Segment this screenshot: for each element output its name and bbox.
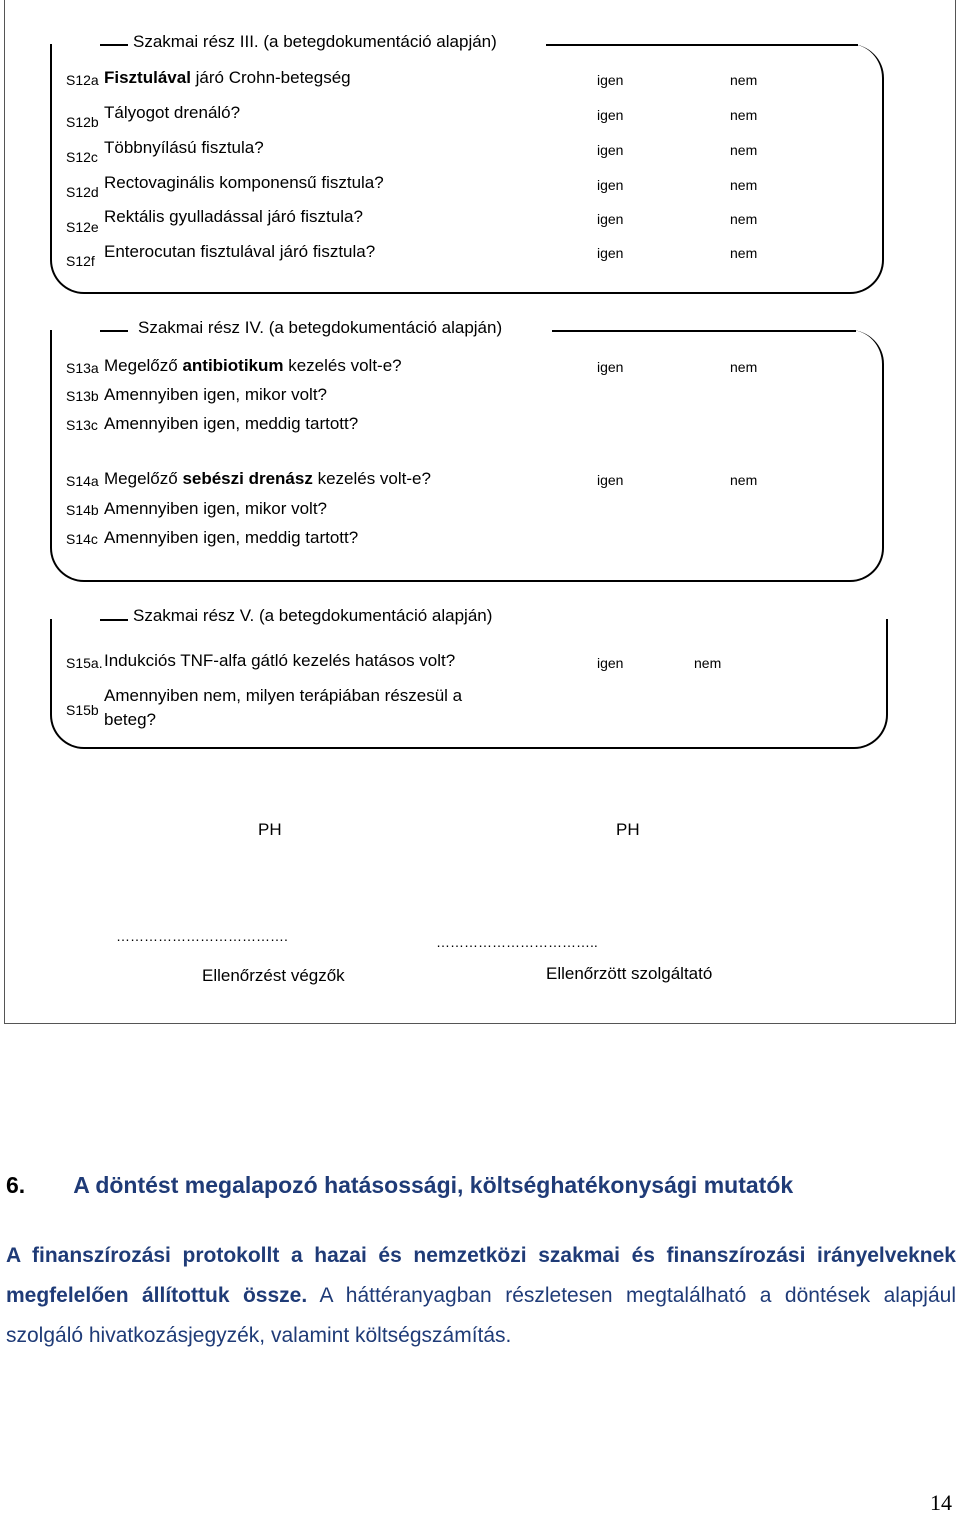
chapter-heading [6,1172,793,1199]
row-code: S14b [66,502,99,518]
row-label: Amennyiben nem, milyen terápiában részesül a [104,686,463,705]
yes-option[interactable]: igen [597,211,624,227]
no-option[interactable]: nem [730,72,758,88]
row-label: Indukciós TNF-alfa gátló kezelés hatásos volt? [104,651,456,670]
row-code: S12a [66,72,99,88]
row-label: Amennyiben igen, meddig tartott? [104,414,359,433]
yes-option[interactable]: igen [597,655,624,671]
chapter-paragraph [6,1236,956,1356]
signature-line-right: …………………………….. [436,934,598,950]
paragraph-text: A háttéranyagban részletesen megtalálható a döntések alapjául szolgáló hivatkozásjegyzék, valamint költségszámítás. [6,1284,956,1347]
stamp-label-right: PH [616,820,640,839]
row-code: S12c [66,149,98,165]
stamp-label-left: PH [258,820,282,839]
section5-title: Szakmai rész V. (a betegdokumentáció alapján) [133,606,493,625]
no-option[interactable]: nem [730,107,758,123]
chapter-title: A döntést megalapozó hatásossági, költséghatékonysági mutatók [73,1172,794,1198]
section3-title: Szakmai rész III. (a betegdokumentáció alapján) [133,32,497,51]
yes-option[interactable]: igen [597,177,624,193]
inspector-label: Ellenőrzést végzők [202,966,345,985]
row-label: Amennyiben igen, meddig tartott? [104,528,359,547]
row-code: S13a [66,360,99,376]
signature-line-left: ………………………………. [116,928,288,944]
no-option[interactable]: nem [730,142,758,158]
yes-option[interactable]: igen [597,245,624,261]
provider-label: Ellenőrzött szolgáltató [546,964,713,983]
row-code: S12e [66,219,99,235]
row-label: Amennyiben igen, mikor volt? [104,499,328,518]
page-number: 14 [930,1490,952,1515]
paragraph-bold: A finanszírozási protokollt a hazai és nemzetközi szakmai és finanszírozási irányelveknek megfelelően állítottuk össze. [6,1244,956,1307]
row-code: S12b [66,114,99,130]
section5-box [50,619,888,749]
row-label: Amennyiben igen, mikor volt? [104,385,328,404]
row-code: S13b [66,388,99,404]
row-label: Rectovaginális komponensű fisztula? [104,173,384,192]
no-option[interactable]: nem [730,472,758,488]
row-label: Megelőző antibiotikum kezelés volt-e? [104,356,402,375]
no-option[interactable]: nem [730,359,758,375]
yes-option[interactable]: igen [597,142,624,158]
row-label: Enterocutan fisztulával járó fisztula? [104,242,376,261]
row-code: S12d [66,184,99,200]
row-code: S15b [66,702,99,718]
chapter-number: 6. [6,1172,26,1198]
row-code: S14c [66,531,98,547]
row-code: S12f [66,253,95,269]
no-option[interactable]: nem [694,655,722,671]
yes-option[interactable]: igen [597,359,624,375]
row-label: Rektális gyulladással járó fisztula? [104,207,363,226]
row-label: beteg? [104,710,156,729]
row-code: S15a. [66,655,103,671]
row-label: Fisztulával járó Crohn-betegség [104,68,351,87]
no-option[interactable]: nem [730,211,758,227]
row-label: Többnyílású fisztula? [104,138,264,157]
yes-option[interactable]: igen [597,107,624,123]
yes-option[interactable]: igen [597,72,624,88]
row-code: S13c [66,417,98,433]
row-label: Megelőző sebészi drenász kezelés volt-e? [104,469,431,488]
row-code: S14a [66,473,99,489]
row-label: Tályogot drenáló? [104,103,241,122]
no-option[interactable]: nem [730,177,758,193]
section4-title: Szakmai rész IV. (a betegdokumentáció alapján) [138,318,503,337]
no-option[interactable]: nem [730,245,758,261]
yes-option[interactable]: igen [597,472,624,488]
